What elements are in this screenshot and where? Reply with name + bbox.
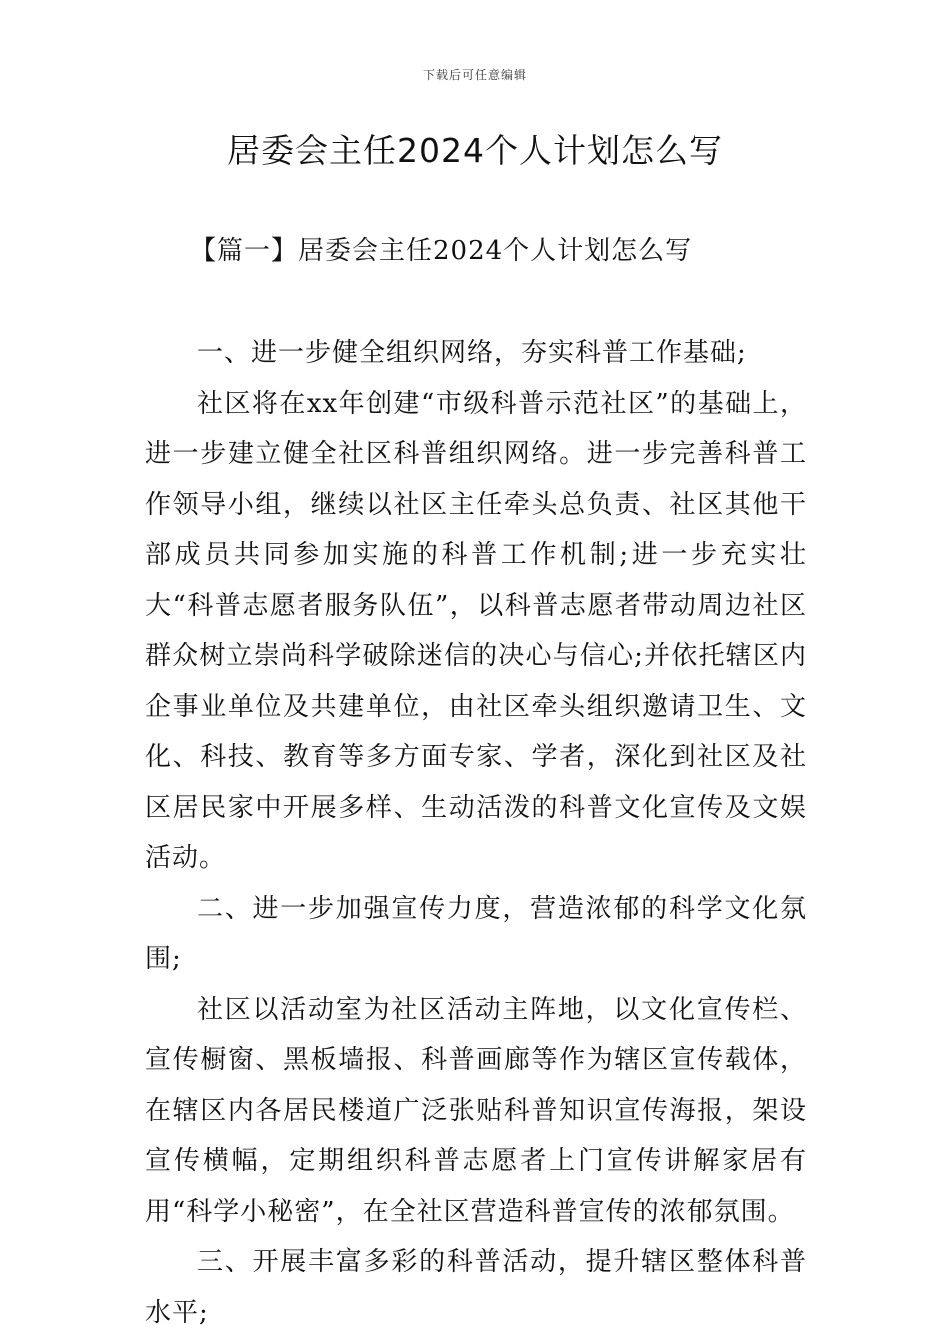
paragraph: 三、开展丰富多彩的科普活动，提升辖区整体科普水平; [145, 1247, 807, 1328]
paragraph: 一、进一步健全组织网络，夯实科普工作基础; [197, 338, 747, 368]
header-note: 下载后可任意编辑 [422, 68, 527, 82]
document-body [145, 328, 807, 1338]
paragraph: 社区将在xx年创建“市级科普示范社区”的基础上，进一步建立健全社区科普组织网络。进一步完善科普工作领导小组，继续以社区主任牵头总负责、社区其他干部成员共同参加实施的科普工作机制;进一步充实壮大“科普志愿者服务队伍”，以科普志愿者带动周边社区群众树立崇尚科学破除迷信的决心与信心;并依托辖区内企事业单位及共建单位，由社区牵头组织邀请卫生、文化、科技、教育等多方面专家、学者，深化到社区及社区居民家中开展多样、生动活泼的科普文化宣传及文娱活动。 [145, 388, 807, 873]
paragraph: 社区以活动室为社区活动主阵地，以文化宣传栏、宣传橱窗、黑板墙报、科普画廊等作为辖区宣传载体，在辖区内各居民楼道广泛张贴科普知识宣传海报，架设宣传横幅，定期组织科普志愿者上门宣传讲解家居有用“科学小秘密”，在全社区营造科普宣传的浓郁氛围。 [145, 994, 807, 1227]
section-subtitle: 【篇一】居委会主任2024个人计划怎么写 [190, 236, 693, 266]
paragraph: 二、进一步加强宣传力度，营造浓郁的科学文化氛围; [145, 893, 807, 974]
document-title: 居委会主任2024个人计划怎么写 [227, 131, 723, 170]
